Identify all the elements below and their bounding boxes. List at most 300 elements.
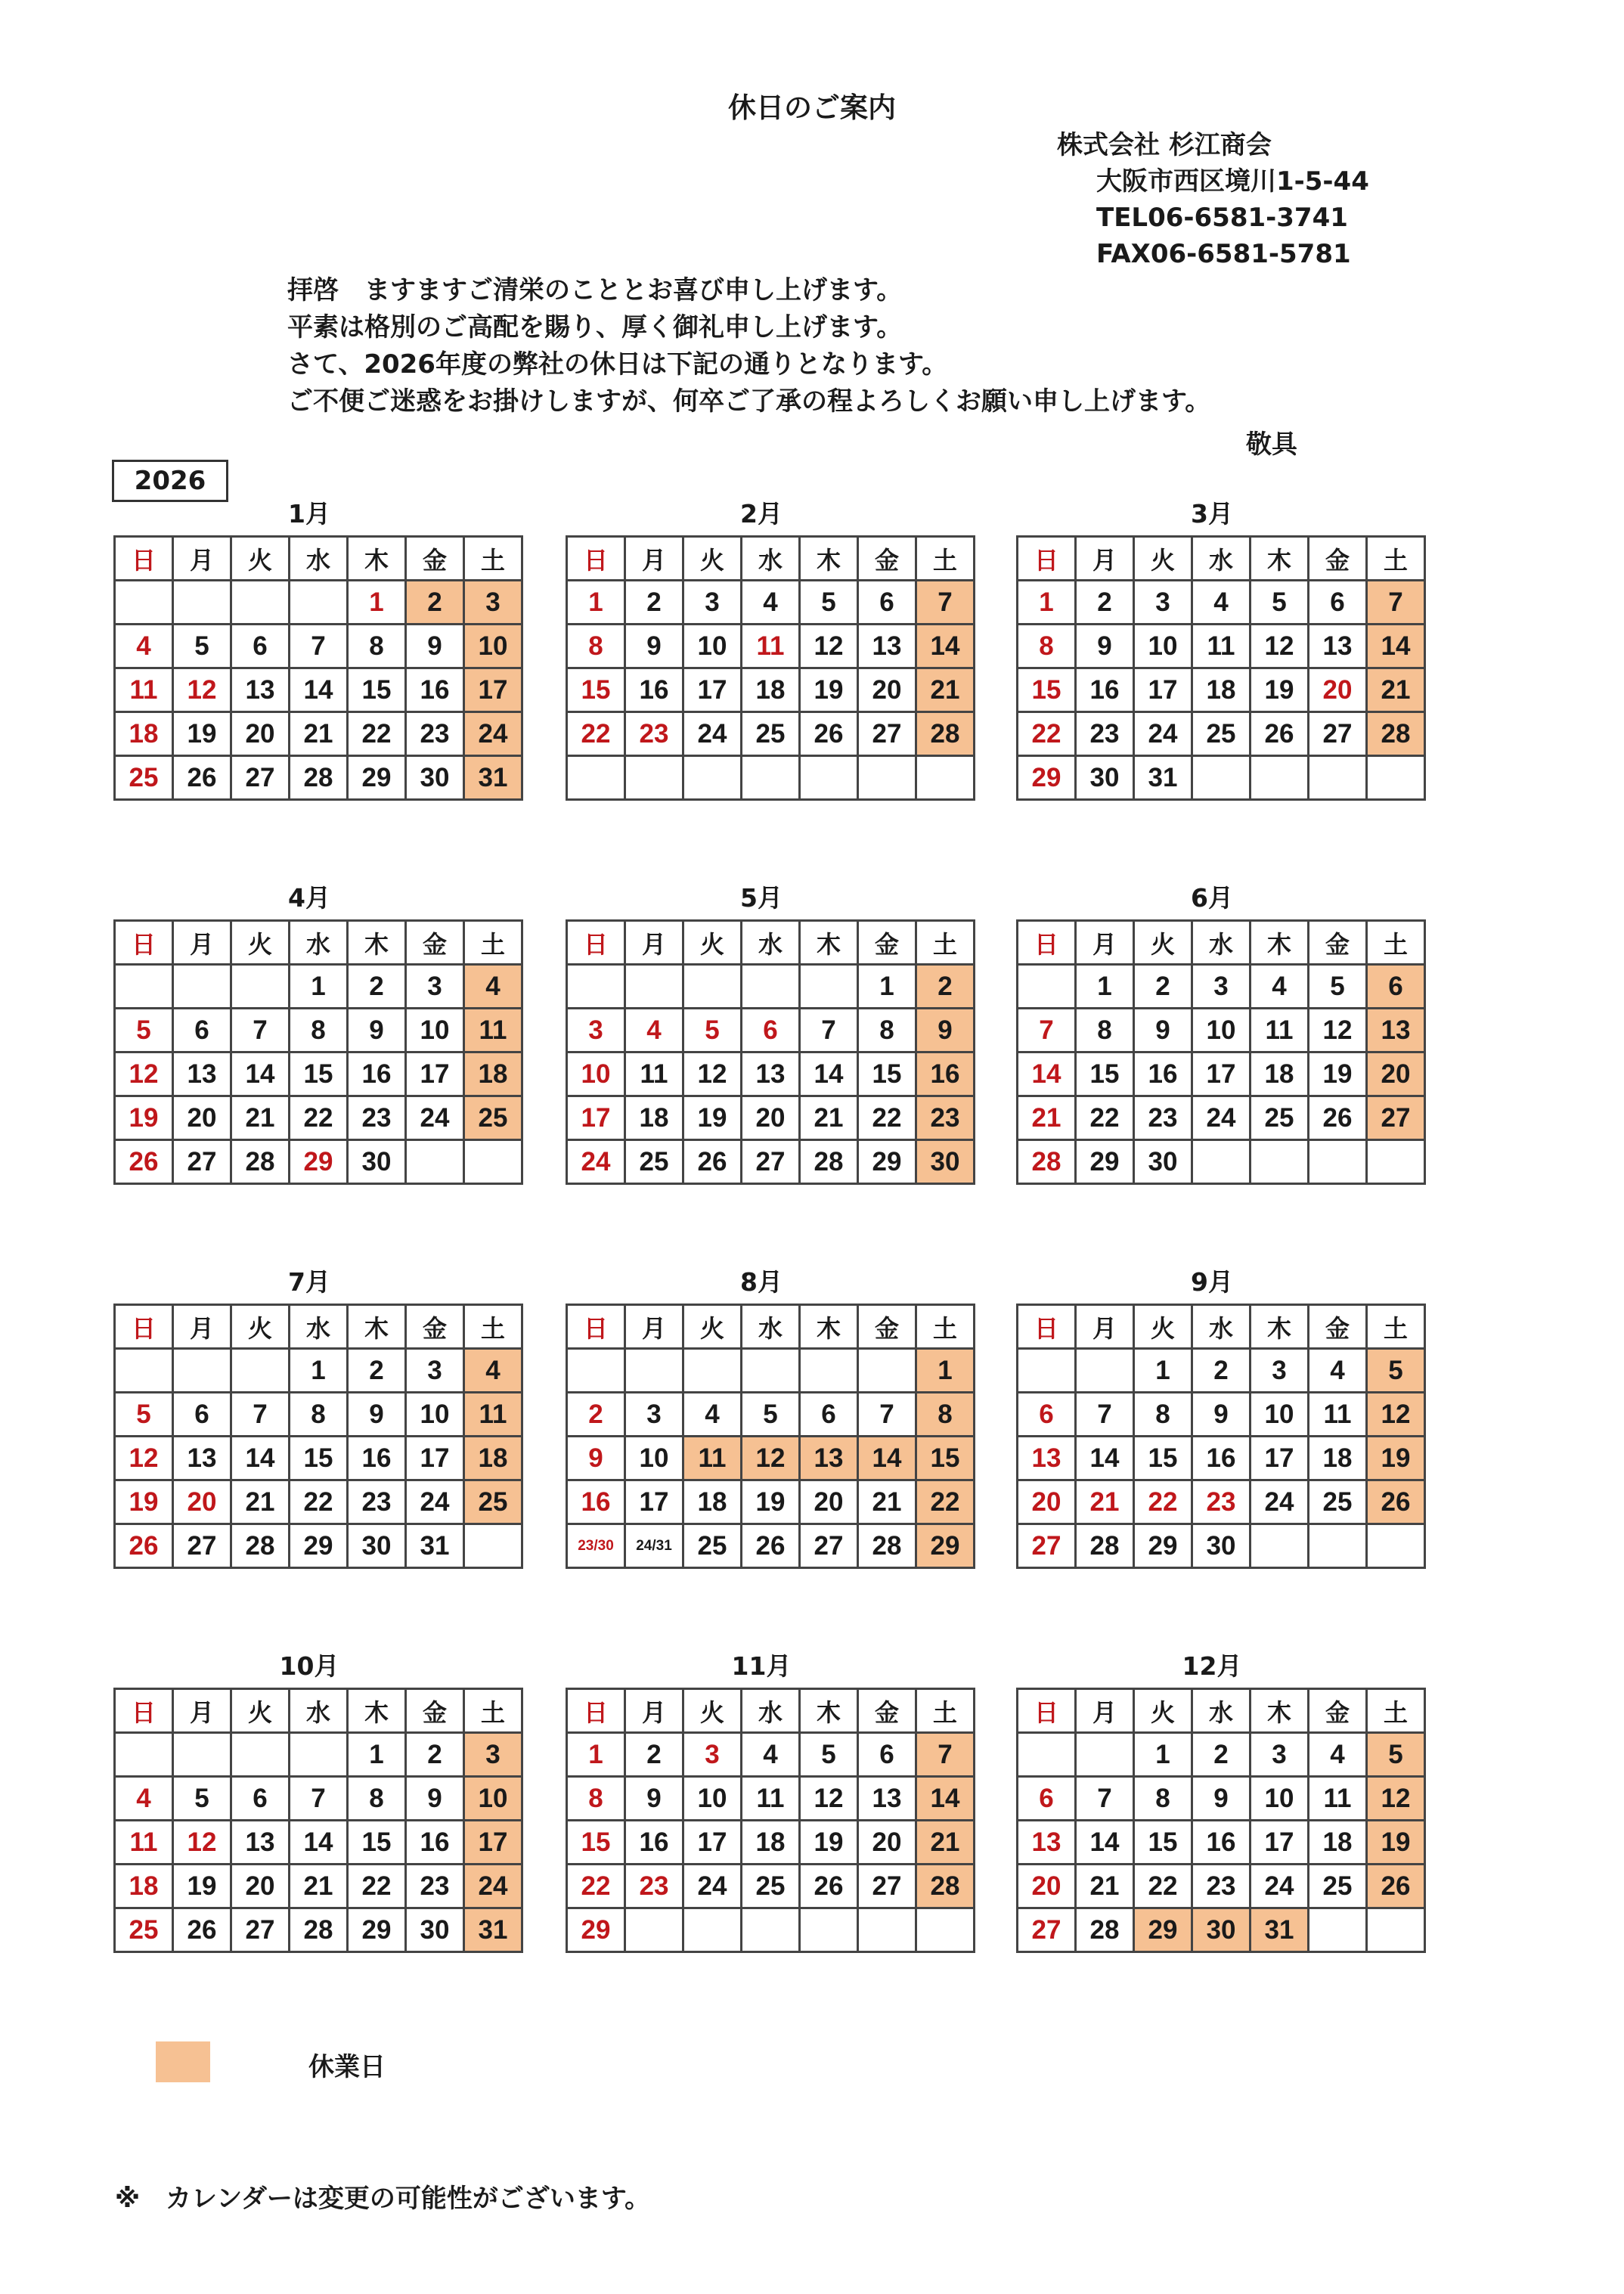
weekday-header: 土 (464, 921, 522, 965)
weekday-header: 木 (800, 1305, 858, 1349)
day-cell: 16 (1076, 668, 1134, 712)
day-cell: 21 (1076, 1865, 1134, 1908)
day-cell: 21 (290, 712, 348, 756)
week-row (1018, 581, 1425, 625)
day-cell (464, 1140, 522, 1184)
weekday-header: 土 (464, 1689, 522, 1733)
day-cell: 28 (1076, 1908, 1134, 1952)
month-table (566, 535, 975, 801)
month-calendar (113, 1267, 508, 1569)
day-cell: 10 (625, 1437, 683, 1480)
day-cell: 2 (1076, 581, 1134, 625)
day-cell: 3 (464, 1733, 522, 1777)
weekday-header: 木 (348, 1305, 406, 1349)
weekday-header-row (1018, 1689, 1425, 1733)
day-cell: 23 (1192, 1865, 1251, 1908)
day-cell: 19 (115, 1096, 173, 1140)
day-cell: 22 (348, 1865, 406, 1908)
week-row (115, 756, 522, 800)
day-cell: 9 (348, 1393, 406, 1437)
month-title: 4月 (288, 883, 330, 913)
week-row (115, 965, 522, 1009)
day-cell: 5 (173, 625, 231, 668)
month-title: 1月 (288, 499, 330, 529)
weekday-header-row (115, 537, 522, 581)
day-cell: 23 (406, 712, 464, 756)
day-cell (1251, 756, 1309, 800)
weekday-header: 火 (683, 537, 742, 581)
day-cell: 12 (1251, 625, 1309, 668)
day-cell: 7 (858, 1393, 916, 1437)
week-row (1018, 1777, 1425, 1821)
weekday-header: 水 (742, 537, 800, 581)
day-cell: 24 (567, 1140, 625, 1184)
day-cell: 30 (916, 1140, 975, 1184)
day-cell: 9 (1192, 1777, 1251, 1821)
day-cell: 14 (231, 1052, 290, 1096)
day-cell: 15 (858, 1052, 916, 1096)
weekday-header: 水 (1192, 1689, 1251, 1733)
day-cell: 20 (858, 1821, 916, 1865)
day-cell: 18 (1309, 1437, 1367, 1480)
weekday-header: 日 (567, 537, 625, 581)
weekday-header-row (115, 1689, 522, 1733)
month-calendar (1016, 1651, 1411, 1953)
day-cell (173, 1733, 231, 1777)
day-cell: 19 (683, 1096, 742, 1140)
day-cell: 26 (115, 1140, 173, 1184)
day-cell: 20 (1309, 668, 1367, 712)
week-row (115, 668, 522, 712)
day-cell: 20 (231, 712, 290, 756)
day-cell: 27 (173, 1524, 231, 1568)
month-calendar (566, 1651, 960, 1953)
day-cell: 7 (800, 1009, 858, 1052)
day-cell (1076, 1349, 1134, 1393)
week-row (567, 1349, 975, 1393)
day-cell (742, 1349, 800, 1393)
day-cell: 4 (1309, 1349, 1367, 1393)
day-cell (290, 581, 348, 625)
weekday-header: 金 (406, 1689, 464, 1733)
day-cell: 27 (1018, 1908, 1076, 1952)
day-cell: 23 (406, 1865, 464, 1908)
day-cell: 11 (625, 1052, 683, 1096)
week-row (567, 1908, 975, 1952)
day-cell (858, 756, 916, 800)
day-cell: 4 (742, 581, 800, 625)
day-cell: 20 (231, 1865, 290, 1908)
day-cell: 11 (683, 1437, 742, 1480)
day-cell: 25 (1251, 1096, 1309, 1140)
week-row (1018, 668, 1425, 712)
day-cell: 22 (1076, 1096, 1134, 1140)
day-cell: 4 (1309, 1733, 1367, 1777)
day-cell: 12 (1367, 1393, 1425, 1437)
day-cell: 10 (683, 625, 742, 668)
day-cell: 16 (406, 668, 464, 712)
day-cell (231, 1733, 290, 1777)
day-cell: 19 (1367, 1821, 1425, 1865)
day-cell: 1 (348, 581, 406, 625)
day-cell: 9 (406, 625, 464, 668)
weekday-header: 日 (1018, 1689, 1076, 1733)
week-row (115, 1821, 522, 1865)
week-row (567, 965, 975, 1009)
day-cell: 6 (800, 1393, 858, 1437)
day-cell: 9 (1076, 625, 1134, 668)
weekday-header: 月 (1076, 537, 1134, 581)
week-row (1018, 1821, 1425, 1865)
day-cell: 8 (290, 1393, 348, 1437)
day-cell: 4 (115, 1777, 173, 1821)
day-cell: 21 (1018, 1096, 1076, 1140)
day-cell: 26 (115, 1524, 173, 1568)
day-cell (742, 965, 800, 1009)
month-table (113, 919, 523, 1185)
day-cell: 11 (1309, 1393, 1367, 1437)
day-cell: 25 (115, 1908, 173, 1952)
weekday-header-row (1018, 921, 1425, 965)
day-cell: 25 (464, 1480, 522, 1524)
week-row (115, 712, 522, 756)
day-cell: 24/31 (625, 1524, 683, 1568)
day-cell: 22 (567, 712, 625, 756)
week-row (1018, 756, 1425, 800)
day-cell: 25 (742, 1865, 800, 1908)
day-cell: 30 (406, 1908, 464, 1952)
weekday-header: 火 (231, 1305, 290, 1349)
weekday-header: 日 (567, 1305, 625, 1349)
day-cell (1367, 1140, 1425, 1184)
week-row (567, 1865, 975, 1908)
week-row (567, 1009, 975, 1052)
weekday-header: 月 (1076, 1689, 1134, 1733)
day-cell: 27 (1309, 712, 1367, 756)
weekday-header: 金 (1309, 921, 1367, 965)
day-cell (231, 1349, 290, 1393)
day-cell: 28 (290, 1908, 348, 1952)
weekday-header: 日 (567, 921, 625, 965)
weekday-header: 月 (625, 537, 683, 581)
day-cell: 15 (290, 1437, 348, 1480)
day-cell: 19 (1367, 1437, 1425, 1480)
week-row (115, 1908, 522, 1952)
day-cell: 18 (625, 1096, 683, 1140)
week-row (567, 1524, 975, 1568)
day-cell: 1 (290, 965, 348, 1009)
day-cell (1309, 756, 1367, 800)
day-cell: 4 (464, 965, 522, 1009)
day-cell: 7 (1018, 1009, 1076, 1052)
day-cell: 14 (1367, 625, 1425, 668)
day-cell: 3 (1192, 965, 1251, 1009)
day-cell: 5 (115, 1009, 173, 1052)
day-cell: 13 (800, 1437, 858, 1480)
day-cell: 6 (231, 625, 290, 668)
day-cell: 9 (406, 1777, 464, 1821)
weekday-header: 土 (916, 1689, 975, 1733)
weekday-header: 金 (1309, 537, 1367, 581)
day-cell (115, 581, 173, 625)
day-cell: 8 (1134, 1393, 1192, 1437)
day-cell: 15 (1134, 1437, 1192, 1480)
weekday-header: 金 (406, 1305, 464, 1349)
weekday-header: 木 (800, 921, 858, 965)
day-cell: 30 (348, 1524, 406, 1568)
month-table (1016, 1304, 1426, 1569)
day-cell: 6 (858, 1733, 916, 1777)
day-cell: 25 (625, 1140, 683, 1184)
week-row (567, 1777, 975, 1821)
day-cell (800, 965, 858, 1009)
weekday-header: 金 (406, 921, 464, 965)
day-cell: 19 (800, 668, 858, 712)
day-cell: 19 (800, 1821, 858, 1865)
day-cell: 23 (916, 1096, 975, 1140)
day-cell: 30 (406, 756, 464, 800)
weekday-header: 日 (115, 1689, 173, 1733)
day-cell (625, 1908, 683, 1952)
day-cell: 21 (916, 668, 975, 712)
day-cell: 21 (231, 1480, 290, 1524)
day-cell: 22 (858, 1096, 916, 1140)
weekday-header: 水 (290, 921, 348, 965)
day-cell: 26 (173, 1908, 231, 1952)
day-cell (683, 756, 742, 800)
week-row (115, 1437, 522, 1480)
day-cell: 12 (173, 1821, 231, 1865)
weekday-header: 土 (916, 537, 975, 581)
day-cell: 31 (406, 1524, 464, 1568)
day-cell: 19 (742, 1480, 800, 1524)
weekday-header: 日 (1018, 537, 1076, 581)
day-cell: 29 (348, 756, 406, 800)
day-cell: 20 (800, 1480, 858, 1524)
week-row (1018, 1908, 1425, 1952)
day-cell: 17 (567, 1096, 625, 1140)
day-cell: 9 (625, 625, 683, 668)
day-cell: 18 (1309, 1821, 1367, 1865)
day-cell: 12 (115, 1437, 173, 1480)
day-cell: 26 (800, 1865, 858, 1908)
weekday-header: 水 (742, 921, 800, 965)
weekday-header: 火 (1134, 1305, 1192, 1349)
week-row (115, 1524, 522, 1568)
day-cell: 22 (567, 1865, 625, 1908)
day-cell (800, 1349, 858, 1393)
day-cell: 8 (567, 625, 625, 668)
day-cell: 25 (115, 756, 173, 800)
day-cell: 25 (1309, 1865, 1367, 1908)
day-cell: 21 (916, 1821, 975, 1865)
weekday-header: 日 (1018, 921, 1076, 965)
day-cell (1309, 1524, 1367, 1568)
day-cell: 25 (1192, 712, 1251, 756)
day-cell: 20 (173, 1096, 231, 1140)
week-row (567, 1733, 975, 1777)
day-cell: 17 (1251, 1821, 1309, 1865)
weekday-header: 日 (1018, 1305, 1076, 1349)
day-cell: 31 (1251, 1908, 1309, 1952)
day-cell (625, 965, 683, 1009)
weekday-header: 土 (1367, 1305, 1425, 1349)
month-title: 7月 (288, 1267, 330, 1297)
day-cell: 7 (1367, 581, 1425, 625)
week-row (1018, 1393, 1425, 1437)
day-cell (916, 756, 975, 800)
day-cell: 5 (115, 1393, 173, 1437)
week-row (567, 756, 975, 800)
day-cell: 3 (567, 1009, 625, 1052)
day-cell: 18 (742, 1821, 800, 1865)
weekday-header: 水 (1192, 1305, 1251, 1349)
day-cell: 7 (231, 1393, 290, 1437)
day-cell: 8 (290, 1009, 348, 1052)
weekday-header: 木 (800, 1689, 858, 1733)
day-cell: 27 (231, 1908, 290, 1952)
company-address: 大阪市西区境川1-5-44 (1096, 166, 1369, 197)
week-row (115, 1052, 522, 1096)
day-cell: 6 (1309, 581, 1367, 625)
weekday-header: 土 (1367, 921, 1425, 965)
day-cell: 14 (1076, 1437, 1134, 1480)
day-cell: 15 (567, 1821, 625, 1865)
day-cell: 6 (1018, 1393, 1076, 1437)
day-cell: 1 (1134, 1733, 1192, 1777)
day-cell: 10 (406, 1393, 464, 1437)
week-row (115, 1733, 522, 1777)
day-cell: 11 (1192, 625, 1251, 668)
day-cell: 17 (1192, 1052, 1251, 1096)
day-cell: 25 (1309, 1480, 1367, 1524)
day-cell (1018, 1349, 1076, 1393)
day-cell (1192, 1140, 1251, 1184)
day-cell: 7 (290, 625, 348, 668)
day-cell: 3 (1251, 1349, 1309, 1393)
weekday-header-row (115, 1305, 522, 1349)
day-cell: 25 (464, 1096, 522, 1140)
day-cell: 2 (348, 965, 406, 1009)
day-cell: 22 (290, 1096, 348, 1140)
weekday-header: 土 (916, 921, 975, 965)
day-cell: 15 (348, 1821, 406, 1865)
day-cell (625, 756, 683, 800)
month-calendar (113, 1651, 508, 1953)
day-cell: 8 (567, 1777, 625, 1821)
week-row (115, 1777, 522, 1821)
day-cell: 13 (858, 625, 916, 668)
weekday-header: 木 (348, 921, 406, 965)
day-cell (683, 1349, 742, 1393)
day-cell: 28 (858, 1524, 916, 1568)
day-cell: 13 (1309, 625, 1367, 668)
weekday-header: 月 (173, 1689, 231, 1733)
week-row (567, 1096, 975, 1140)
company-name: 株式会社 杉江商会 (1057, 130, 1272, 160)
month-title: 5月 (740, 883, 783, 913)
letter-body (287, 272, 1210, 420)
day-cell: 15 (348, 668, 406, 712)
week-row (1018, 1865, 1425, 1908)
day-cell: 29 (1134, 1908, 1192, 1952)
day-cell: 26 (1251, 712, 1309, 756)
weekday-header: 木 (1251, 1689, 1309, 1733)
day-cell: 2 (916, 965, 975, 1009)
week-row (1018, 1733, 1425, 1777)
day-cell: 28 (800, 1140, 858, 1184)
day-cell: 21 (290, 1865, 348, 1908)
week-row (1018, 1009, 1425, 1052)
day-cell: 24 (406, 1096, 464, 1140)
weekday-header-row (1018, 1305, 1425, 1349)
week-row (1018, 1052, 1425, 1096)
day-cell: 6 (1367, 965, 1425, 1009)
day-cell (1192, 756, 1251, 800)
day-cell (1018, 965, 1076, 1009)
month-title: 11月 (731, 1651, 792, 1681)
company-info (1057, 127, 1369, 272)
day-cell: 8 (916, 1393, 975, 1437)
month-table (1016, 535, 1426, 801)
day-cell: 5 (800, 581, 858, 625)
day-cell: 17 (683, 668, 742, 712)
day-cell (464, 1524, 522, 1568)
weekday-header: 火 (231, 1689, 290, 1733)
day-cell: 8 (1076, 1009, 1134, 1052)
day-cell: 3 (1134, 581, 1192, 625)
day-cell (290, 1733, 348, 1777)
day-cell: 5 (683, 1009, 742, 1052)
day-cell: 24 (464, 1865, 522, 1908)
day-cell: 19 (115, 1480, 173, 1524)
day-cell (406, 1140, 464, 1184)
day-cell: 9 (916, 1009, 975, 1052)
day-cell: 9 (348, 1009, 406, 1052)
day-cell: 22 (348, 712, 406, 756)
weekday-header: 木 (1251, 921, 1309, 965)
day-cell: 3 (406, 1349, 464, 1393)
day-cell: 14 (916, 625, 975, 668)
month-calendar (566, 1267, 960, 1569)
week-row (115, 1009, 522, 1052)
day-cell: 2 (625, 1733, 683, 1777)
weekday-header: 日 (115, 1305, 173, 1349)
weekday-header: 水 (742, 1689, 800, 1733)
day-cell (173, 965, 231, 1009)
day-cell: 27 (1018, 1524, 1076, 1568)
weekday-header: 日 (115, 537, 173, 581)
day-cell: 15 (290, 1052, 348, 1096)
day-cell: 29 (858, 1140, 916, 1184)
day-cell: 30 (1192, 1524, 1251, 1568)
day-cell: 8 (858, 1009, 916, 1052)
week-row (115, 1393, 522, 1437)
day-cell (115, 1349, 173, 1393)
day-cell (173, 1349, 231, 1393)
day-cell: 4 (683, 1393, 742, 1437)
day-cell: 9 (1134, 1009, 1192, 1052)
day-cell: 17 (464, 1821, 522, 1865)
day-cell: 13 (173, 1052, 231, 1096)
day-cell: 20 (858, 668, 916, 712)
day-cell: 2 (1192, 1733, 1251, 1777)
day-cell: 26 (800, 712, 858, 756)
day-cell: 5 (742, 1393, 800, 1437)
day-cell: 24 (683, 712, 742, 756)
week-row (567, 712, 975, 756)
year-label: 2026 (112, 460, 228, 502)
